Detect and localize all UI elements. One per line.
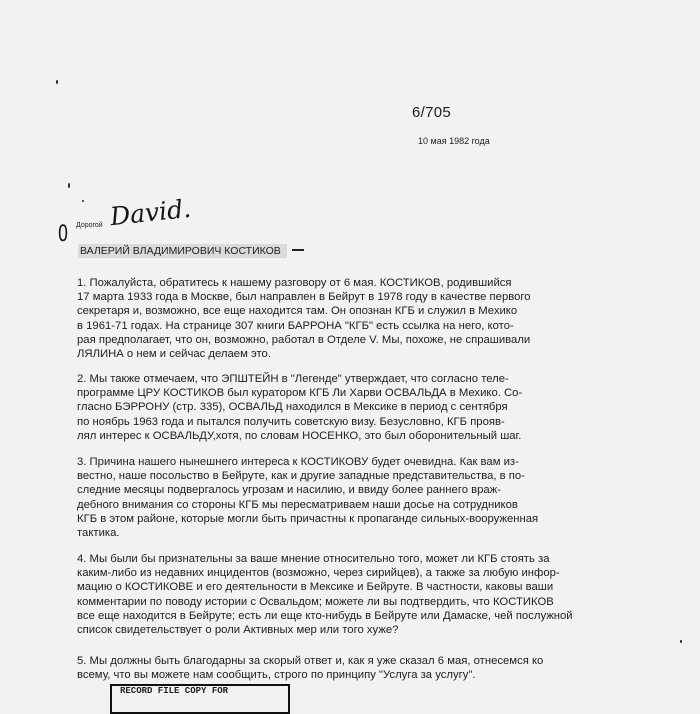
handwritten-addressee: David. xyxy=(108,193,193,232)
paragraph-line: вестно, наше посольство в Бейруте, как и другие западные представительства, в по- xyxy=(77,470,525,483)
paragraph-5 xyxy=(77,654,637,682)
paragraph-line: тактика. xyxy=(77,527,120,540)
ink-speck xyxy=(68,183,70,188)
salutation-dear: Дорогой xyxy=(76,222,103,229)
paragraph-line: каким-либо из недавних инцидентов (возможно, через сирийцев), а также за любую инфор- xyxy=(77,567,560,580)
paragraph-line: лял интерес к ОСВАЛЬДУ,хотя, по словам НОСЕНКО, это был оборонительный шаг. xyxy=(77,429,522,442)
paragraph-line: гласно БЭРРОНУ (стр. 335), ОСВАЛЬД находился в Мексике в период с сентября xyxy=(77,401,508,414)
paragraph-line: ЛЯЛИНА о нем и сейчас делаем это. xyxy=(77,348,271,361)
paragraph-line: список свидетельствует о роли Активных мер или того хуже? xyxy=(77,624,399,637)
paragraph-line: 4. Мы были бы признательны за ваше мнение относительно того, может ли КГБ стоять за xyxy=(77,553,550,565)
paragraph-line: КГБ в этом районе, которые могли быть причастны к пропаганде сильных-вооруженная xyxy=(77,512,539,525)
paragraph-4 xyxy=(77,552,637,637)
paragraph-line: 17 марта 1933 года в Москве, был направлен в Бейрут в 1978 году в качестве первого xyxy=(77,291,531,304)
subject-line: ВАЛЕРИЙ ВЛАДИМИРОВИЧ КОСТИКОВ xyxy=(78,244,287,258)
paragraph-line: по ноябрь 1963 года и пытался получить советскую визу. Безусловно, КГБ прояв- xyxy=(77,415,505,428)
paragraph-line: комментарии по поводу истории с Освальдом; можете ли вы подтвердить, что КОСТИКОВ xyxy=(77,595,554,608)
paragraph-2 xyxy=(77,372,637,443)
handwritten-mark: 0 xyxy=(57,222,69,247)
subject-underline-dash xyxy=(292,249,304,251)
ink-speck xyxy=(56,80,58,84)
paragraph-line: в 1961-71 годах. На странице 307 книги БАРРОНА "КГБ" есть ссылка на него, кото- xyxy=(77,319,514,332)
paragraph-line: дебного внимания со стороны КГБ мы пересматриваем наши досье на сотрудников xyxy=(77,498,518,511)
file-copy-stamp: RECORD FILE COPY FOR xyxy=(110,684,290,714)
paragraph-line: программе ЦРУ КОСТИКОВ был куратором КГБ Ли Харви ОСВАЛЬДА в Мехико. Со- xyxy=(77,387,523,400)
paragraph-line: всему, что вы можете нам сообщить, строго по принципу "Услуга за услугу". xyxy=(77,669,476,682)
paragraph-line: 3. Причина нашего нынешнего интереса к КОСТИКОВУ будет очевидна. Как вам из- xyxy=(77,456,519,468)
paragraph-1 xyxy=(77,276,637,361)
paragraph-line: мацию о КОСТИКОВЕ и его деятельности в Мексике и Бейруте. В частности, каковы ваши xyxy=(77,581,554,594)
paragraph-line: 2. Мы также отмечаем, что ЭПШТЕЙН в "Легенде" утверждает, что согласно теле- xyxy=(77,373,509,385)
ink-speck xyxy=(680,640,682,643)
paragraph-line: все еще находится в Бейруте; есть ли еще кто-нибудь в Бейруте или Дамаске, чей послужной xyxy=(77,609,573,622)
paragraph-line: 5. Мы должны быть благодарны за скорый ответ и, как я уже сказал 6 мая, отнесемся ко xyxy=(77,655,544,667)
paragraph-line: следние месяцы подвергалось угрозам и насилию, и ввиду более раннего враж- xyxy=(77,484,501,497)
document-number: 6/705 xyxy=(412,104,452,121)
paragraph-line: 1. Пожалуйста, обратитесь к нашему разговору от 6 мая. КОСТИКОВ, родившийся xyxy=(77,277,512,289)
paragraph-line: секретаря и, возможно, все еще находится там. Он опознан КГБ и служил в Мехико xyxy=(77,305,518,318)
paragraph-3 xyxy=(77,455,637,540)
document-date: 10 мая 1982 года xyxy=(418,136,490,146)
ink-speck xyxy=(82,200,84,202)
paragraph-line: рая предполагает, что он, возможно, работал в Отделе V. Мы, похоже, не спрашивали xyxy=(77,333,531,346)
